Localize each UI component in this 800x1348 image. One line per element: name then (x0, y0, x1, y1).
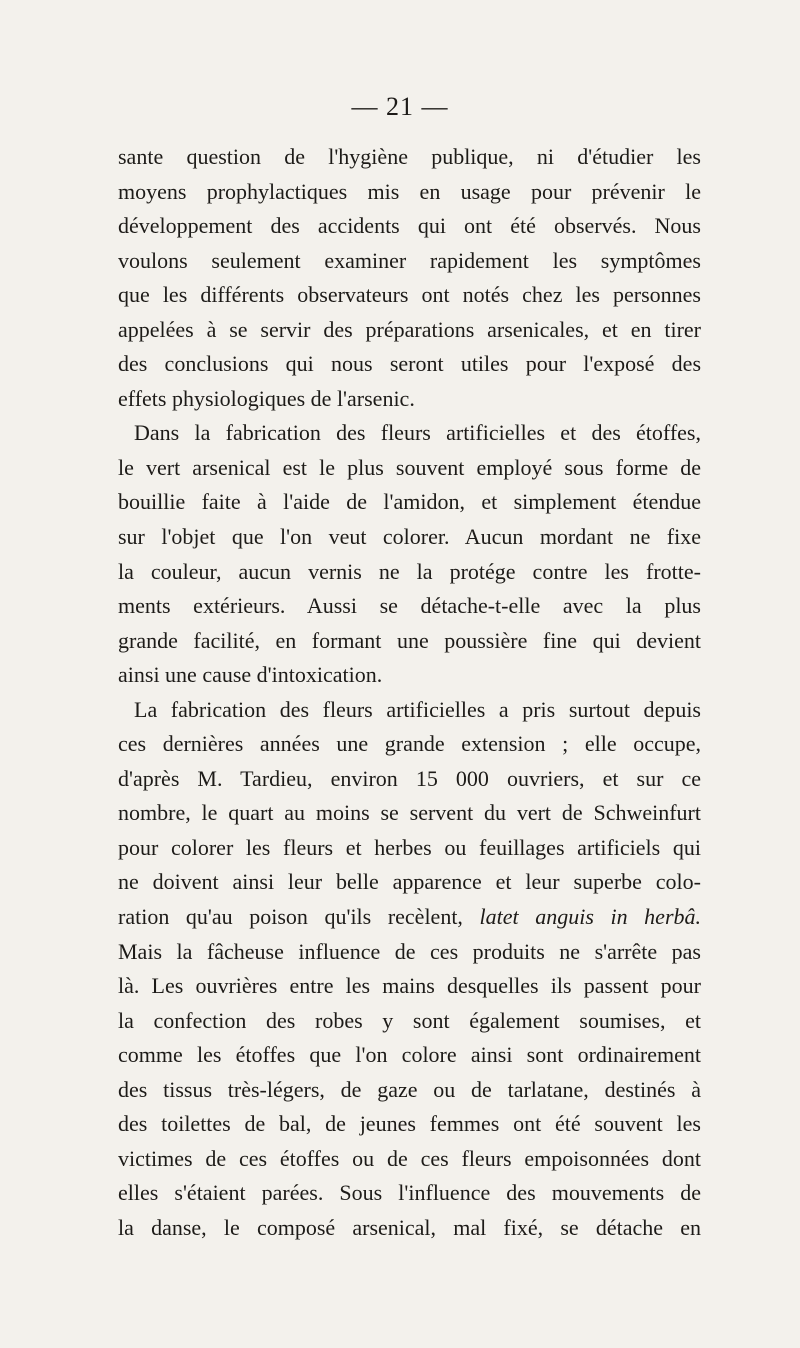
text-line: voulons seulement examiner rapidement les symptômes (118, 247, 701, 273)
paragraph-start-line: Dans la fabrication des fleurs artificielles et des étoffes, (134, 420, 701, 446)
text-line: sur l'objet que l'on veut colorer. Aucun mordant ne fixe (118, 524, 701, 550)
text-line: des tissus très-légers, de gaze ou de tarlatane, destinés à (118, 1076, 701, 1102)
text-line: effets physiologiques de l'arsenic. (118, 385, 415, 411)
text-line: ne doivent ainsi leur belle apparence et leur superbe colo- (118, 869, 701, 895)
text-line: sante question de l'hygiène publique, ni d'étudier les (118, 144, 701, 169)
text-line: la couleur, aucun vernis ne la protége contre les frotte- (118, 558, 701, 584)
text-line: là. Les ouvrières entre les mains desquelles ils passent pour (118, 973, 701, 999)
text-line: nombre, le quart au moins se servent du vert de Schweinfurt (118, 800, 701, 826)
text-line: Mais la fâcheuse influence de ces produits ne s'arrête pas (118, 938, 701, 964)
text-line: moyens prophylactiques mis en usage pour prévenir le (118, 178, 701, 204)
text-line: le vert arsenical est le plus souvent employé sous forme de (118, 454, 701, 480)
text-line: ces dernières années une grande extension ; elle occupe, (118, 731, 701, 757)
body-text (118, 140, 701, 1246)
text-line: elles s'étaient parées. Sous l'influence des mouvements de (118, 1180, 701, 1206)
latin-quote: latet anguis in herbâ. (479, 904, 701, 930)
text-line: appelées à se servir des préparations arsenicales, et en tirer (118, 316, 701, 342)
text-line: bouillie faite à l'aide de l'amidon, et simplement étendue (118, 489, 701, 515)
paragraph-start-line: La fabrication des fleurs artificielles a pris surtout depuis (134, 696, 701, 722)
text-segment: ration qu'au poison qu'ils recèlent, (118, 904, 463, 930)
text-line: d'après M. Tardieu, environ 15 000 ouvriers, et sur ce (118, 765, 701, 791)
text-line: la danse, le composé arsenical, mal fixé, se détache en (118, 1214, 701, 1240)
text-line: des conclusions qui nous seront utiles pour l'exposé des (118, 351, 701, 377)
text-line: ainsi une cause d'intoxication. (118, 662, 383, 688)
text-line: développement des accidents qui ont été observés. Nous (118, 213, 701, 239)
text-line: des toilettes de bal, de jeunes femmes ont été souvent les (118, 1111, 701, 1137)
text-line: victimes de ces étoffes ou de ces fleurs empoisonnées dont (118, 1145, 701, 1171)
text-line: ments extérieurs. Aussi se détache-t-elle avec la plus (118, 593, 701, 619)
text-line: grande facilité, en formant une poussière fine qui devient (118, 627, 701, 653)
page-number: — 21 — (351, 92, 449, 121)
text-line: que les différents observateurs ont notés chez les personnes (118, 282, 701, 308)
text-line: la confection des robes y sont également soumises, et (118, 1007, 701, 1033)
text-line: pour colorer les fleurs et herbes ou feuillages artificiels qui (118, 834, 701, 860)
text-line: comme les étoffes que l'on colore ainsi sont ordinairement (118, 1042, 701, 1068)
text-line-with-quote (118, 900, 701, 935)
